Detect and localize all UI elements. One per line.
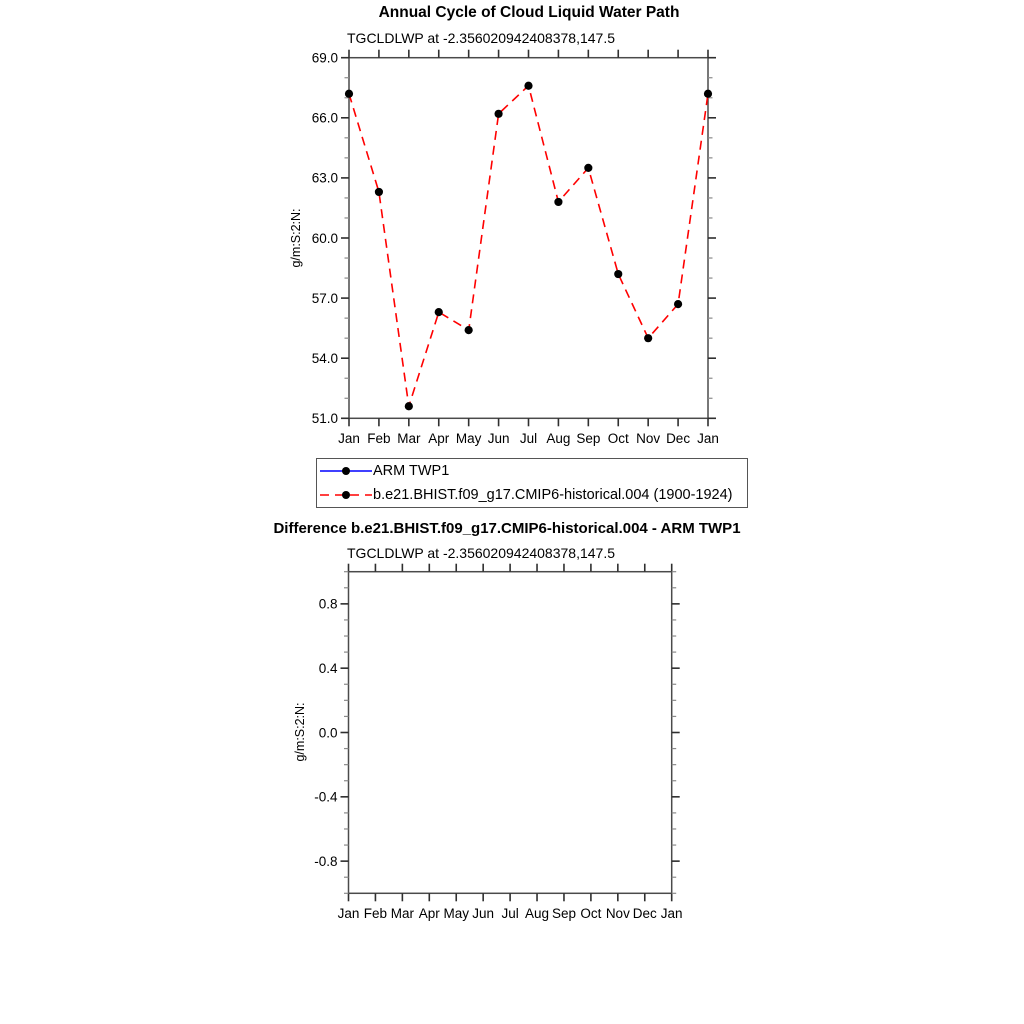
x-tick-label: Nov <box>636 430 661 446</box>
x-tick-label: Dec <box>632 905 657 921</box>
chart2-y-axis-title: g/m:S:2:N: <box>293 702 307 762</box>
y-tick-label: 66.0 <box>311 110 338 126</box>
y-tick-label: 51.0 <box>311 411 338 427</box>
legend-label: b.e21.BHIST.f09_g17.CMIP6-historical.004 (1900-1924) <box>373 487 733 503</box>
x-tick-label: Oct <box>580 905 602 921</box>
data-point-marker <box>524 82 532 90</box>
x-tick-label: Sep <box>551 905 576 921</box>
data-point-marker <box>584 164 592 172</box>
data-point-marker <box>644 334 652 342</box>
chart2-subtitle: TGCLDLWP at -2.356020942408378,147.5 <box>347 545 616 561</box>
y-tick-label: 0.8 <box>318 596 338 612</box>
y-tick-label: 69.0 <box>311 50 338 66</box>
x-tick-label: May <box>455 430 482 446</box>
x-tick-label: Jul <box>501 905 519 921</box>
x-tick-label: Oct <box>607 430 629 446</box>
series-line <box>349 86 708 407</box>
data-point-marker <box>435 308 443 316</box>
x-tick-label: Feb <box>363 905 388 921</box>
data-point-marker <box>494 110 502 118</box>
data-point-marker <box>554 198 562 206</box>
x-tick-label: Mar <box>390 905 414 921</box>
x-tick-label: Jun <box>472 905 495 921</box>
chart2-title: Difference b.e21.BHIST.f09_g17.CMIP6-historical.004 - ARM TWP1 <box>273 520 741 537</box>
x-tick-label: Apr <box>418 905 440 921</box>
x-tick-label: Apr <box>428 430 450 446</box>
x-tick-label: Jan <box>337 905 360 921</box>
x-tick-label: Jan <box>338 430 360 446</box>
chart1-y-axis-title: g/m:S:2:N: <box>289 208 303 268</box>
y-tick-label: 63.0 <box>311 170 338 186</box>
legend-label: ARM TWP1 <box>373 463 450 479</box>
x-tick-label: Dec <box>666 430 691 446</box>
legend-sample-marker <box>342 491 350 499</box>
y-tick-label: 0.4 <box>318 660 338 676</box>
data-point-marker <box>614 270 622 278</box>
y-tick-label: -0.8 <box>314 853 338 869</box>
legend-sample-marker <box>342 467 350 475</box>
legend-row <box>317 483 747 507</box>
legend-row <box>317 459 747 483</box>
data-point-marker <box>465 326 473 334</box>
legend <box>316 458 748 508</box>
x-tick-label: Jan <box>697 430 719 446</box>
x-tick-label: Aug <box>525 905 550 921</box>
chart1-subtitle: TGCLDLWP at -2.356020942408378,147.5 <box>347 30 616 46</box>
plot-border <box>349 572 672 894</box>
x-tick-label: Jan <box>660 905 683 921</box>
chart1-title: Annual Cycle of Cloud Liquid Water Path <box>378 4 680 21</box>
x-tick-label: Nov <box>605 905 630 921</box>
x-tick-label: Jun <box>487 430 510 446</box>
y-tick-label: 54.0 <box>311 351 338 366</box>
x-tick-label: Mar <box>397 430 421 446</box>
data-point-marker <box>674 300 682 308</box>
x-tick-label: Feb <box>367 430 391 446</box>
y-tick-label: 0.0 <box>318 725 338 741</box>
y-tick-label: 60.0 <box>311 230 338 246</box>
x-tick-label: Sep <box>576 430 601 446</box>
y-tick-label: 57.0 <box>311 290 338 306</box>
x-tick-label: Aug <box>546 430 571 446</box>
legend-line-sample-icon <box>319 460 373 482</box>
y-tick-label: -0.4 <box>314 789 338 805</box>
x-tick-label: May <box>443 905 469 921</box>
x-tick-label: Jul <box>519 430 538 446</box>
data-point-marker <box>704 90 712 98</box>
data-point-marker <box>405 402 413 410</box>
legend-line-sample-icon <box>319 484 373 506</box>
data-point-marker <box>345 90 353 98</box>
data-point-marker <box>375 188 383 196</box>
